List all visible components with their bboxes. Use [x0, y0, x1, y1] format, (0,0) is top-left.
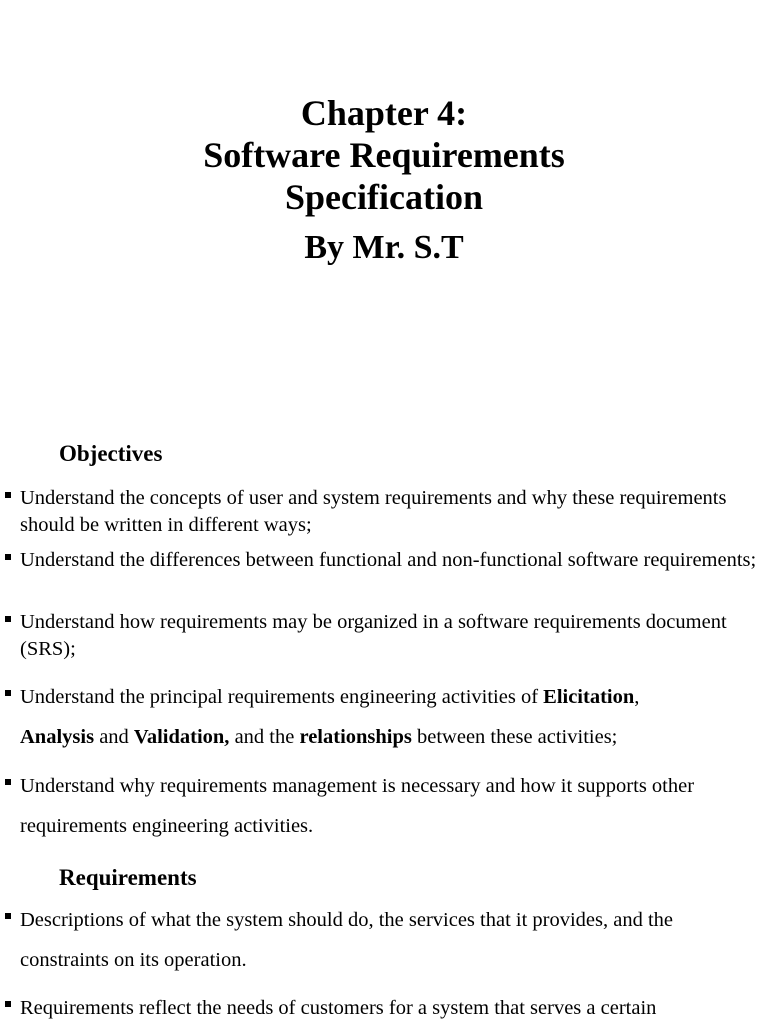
objective-text-5: Understand why requirements management is necessary and how it supports other requirements engineering activities.	[20, 775, 695, 837]
objective-item-5	[20, 766, 762, 846]
objective-text-4: Understand the principal requirements engineering activities of Elicitation, Analysis and Validation, and the relationships between these activities;	[20, 686, 640, 748]
keyword-analysis: Analysis	[20, 726, 95, 748]
objective-item-1	[20, 485, 762, 539]
chapter-title-line-1: Software Requirements	[203, 135, 565, 175]
square-bullet-icon	[5, 779, 11, 785]
objective-text-3: Understand how requirements may be organized in a software requirements document (SRS);	[20, 611, 727, 660]
chapter-number: Chapter 4:	[300, 93, 468, 133]
keyword-elicitation: Elicitation	[543, 686, 635, 708]
author-line: By Mr. S.T	[304, 229, 464, 266]
keyword-relationships: relationships	[299, 726, 412, 748]
requirement-item-1	[20, 900, 762, 980]
objective-item-4	[20, 677, 762, 757]
requirement-text-2: Requirements reflect the needs of customers for a system that serves a certain	[20, 997, 657, 1019]
requirement-text-1: Descriptions of what the system should do, the services that it provides, and the constraints on its operation.	[20, 909, 674, 971]
objective-item-3	[20, 609, 762, 663]
requirement-item-2	[20, 988, 762, 1028]
title-block	[0, 92, 768, 268]
objective-text-2: Understand the differences between functional and non-functional software requirements;	[20, 549, 757, 571]
square-bullet-icon	[5, 913, 11, 919]
square-bullet-icon	[5, 1001, 11, 1007]
square-bullet-icon	[5, 554, 11, 560]
square-bullet-icon	[5, 492, 11, 498]
square-bullet-icon	[5, 690, 11, 696]
square-bullet-icon	[5, 616, 11, 622]
objective-item-2	[20, 547, 762, 574]
requirements-heading: Requirements	[59, 865, 197, 890]
objective-text-1: Understand the concepts of user and system requirements and why these requirements should be written in different ways;	[20, 487, 727, 536]
chapter-title-line-2: Specification	[285, 177, 483, 217]
objectives-heading: Objectives	[59, 441, 163, 466]
keyword-validation: Validation,	[133, 726, 230, 748]
